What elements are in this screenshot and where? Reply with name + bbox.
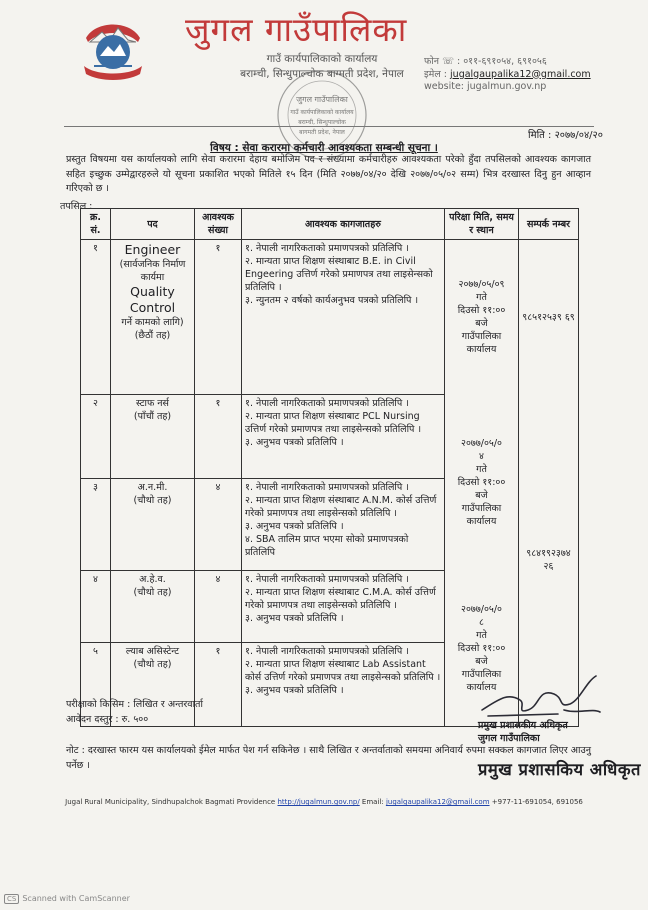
post-level: (चौथो तह)	[133, 659, 172, 670]
row-docs	[242, 240, 445, 395]
exam-place: गाउँपालिका	[461, 503, 502, 514]
nepal-emblem-logo	[76, 16, 150, 86]
doc-item: ३. अनुभव पत्रको प्रतिलिपि ।	[245, 437, 344, 448]
row-sn: ३	[81, 479, 111, 571]
contact-number-2: ९८४१९२३७४ २६	[519, 395, 579, 727]
doc-item: १. नेपाली नागरिकताको प्रमाणपत्रको प्रतिलिपि ।	[245, 398, 409, 409]
row-count: ४	[195, 479, 242, 571]
doc-item: २. मान्यता प्राप्त शिक्षण संस्थाबाट B.E. in Civil Engeering उत्तिर्ण गरेको प्रमाणपत्र तथा लाइसेन्सको प्रतिलिपि ।	[245, 256, 433, 293]
header-post: पद	[111, 209, 195, 240]
footer-org: Jugal Rural Municipality, Sindhupalchok Bagmati Providence	[65, 798, 276, 806]
seal-text-2: गाउँ कार्यपालिकाको कार्यालय	[290, 109, 354, 116]
post-note: Quality Control	[129, 284, 176, 315]
officer-stamp-text: प्रमुख प्रशासकिय अधिकृत	[478, 760, 641, 779]
page-footer	[0, 798, 648, 806]
doc-item: २. मान्यता प्राप्त शिक्षण संस्थाबाट Lab Assistant कोर्स उत्तिर्ण गरेको प्रमाणपत्र तथा लाइसेन्सको प्रतिलिपि ।	[245, 659, 441, 683]
post-note: गर्ने कामको लागि)	[121, 317, 184, 328]
exam-place: कार्यालय	[466, 344, 497, 356]
row-count: ४	[195, 571, 242, 643]
footer-phone: +977-11-691054, 691056	[489, 798, 583, 806]
row-count: १	[195, 240, 242, 395]
doc-item: २. मान्यता प्राप्त शिक्षण संस्थाबाट A.N.M. कोर्स उत्तिर्ण गरेको प्रमाणपत्र तथा लाइसेन्सको प्रतिलिपि ।	[245, 495, 437, 519]
exam-place: गाउँपालिका	[461, 668, 502, 680]
exam-notes	[66, 697, 203, 727]
row-post	[111, 479, 195, 571]
row-docs	[242, 479, 445, 571]
municipality-title: जुगल गाउँपालिका	[185, 10, 408, 49]
header-sn: क्र. सं.	[81, 209, 111, 240]
exam-text: गते	[476, 464, 487, 475]
notice-intro: प्रस्तुत विषयमा यस कार्यालयको लागि सेवा करारमा देहाय बमोजिम पद र संख्यामा कर्मचारीहरु आवश्यकता परेको हुँदा तपसिलको आवश्यक कागजात सहित इच्छुक उम्मेद्वारहरुले यो सूचना प्रकाशित भएको मितिले १५ दिन (मिति २०७७/०४/२० देखि २०७७/०५/०२ सम्म) भित्र दरखास्त दिनु हुन आव्हान गरिएको छ ।	[66, 154, 591, 194]
signatory-title: प्रमुख प्रशासकीय अधिकृत	[478, 720, 568, 731]
exam-place: कार्यालय	[466, 516, 497, 527]
doc-item: ४. SBA तालिम प्राप्त भएमा सोको प्रमाणपत्रको प्रतिलिपि	[245, 534, 409, 558]
exam-time: दिउसो ११:००	[457, 642, 506, 654]
header-contact: सम्पर्क नम्बर	[519, 209, 579, 240]
exam-date: २०७७/०५/०	[461, 438, 502, 449]
website-link[interactable]: website: jugalmun.gov.np	[424, 81, 547, 92]
scanner-watermark	[4, 894, 130, 904]
row-post	[111, 571, 195, 643]
table-header-row	[81, 209, 579, 240]
row-docs	[242, 571, 445, 643]
exam-text: गते	[476, 629, 487, 641]
exam-place: कार्यालय	[466, 681, 497, 693]
footer-email-link[interactable]: jugalgaupalika12@gmail.com	[385, 798, 490, 806]
post-title: अ.हे.व.	[139, 574, 166, 585]
phone-numbers: फोन ☏ : ०११-६९१०५४, ६९१०५६	[424, 56, 547, 67]
office-name: गाउँ कार्यपालिकाको कार्यालय	[266, 53, 378, 65]
vacancy-table	[80, 208, 579, 727]
exam-time: दिउसो ११:००	[457, 305, 506, 317]
post-title: अ.न.मी.	[137, 482, 168, 493]
post-title: स्टाफ नर्स	[136, 398, 169, 409]
signatory	[478, 719, 568, 745]
doc-item: ३. अनुभव पत्रको प्रतिलिपि ।	[245, 685, 344, 696]
doc-item: २. मान्यता प्राप्त शिक्षण संस्थाबाट C.M.A. कोर्स उत्तिर्ण गरेको प्रमाणपत्र तथा लाइसेन्सको प्रतिलिपि ।	[245, 587, 436, 611]
footer-website-link[interactable]: http://jugalmun.gov.np/	[277, 798, 360, 806]
seal-text-1: जुगल गाउँपालिका	[296, 95, 348, 104]
exam-text: बजे	[475, 490, 488, 501]
exam-day: ८	[479, 616, 484, 628]
doc-item: १. नेपाली नागरिकताको प्रमाणपत्रको प्रतिलिपि ।	[245, 574, 409, 585]
post-level: (छैठौं तह)	[134, 330, 171, 341]
notice-date: मिति : २०७७/०४/२०	[528, 130, 603, 141]
doc-item: १. नेपाली नागरिकताको प्रमाणपत्रको प्रतिलिपि ।	[245, 646, 409, 657]
doc-item: ३. न्युनतम २ वर्षको कार्यअनुभव पत्रको प्रतिलिपि ।	[245, 295, 419, 306]
doc-item: १. नेपाली नागरिकताको प्रमाणपत्रको प्रतिलिपि ।	[245, 243, 409, 254]
post-title: Engineer	[124, 242, 181, 257]
row-post	[111, 395, 195, 479]
details-label: तपसिल :	[60, 201, 93, 212]
notice-footnote: नोट : दरखास्त फारम यस कार्यालयको ईमेल मार्फत पेश गर्न सकिनेछ । साथै लिखित र अन्तर्वाताको समयमा अनिवार्य रुपमा सक्कल कागजात लिएर आउनु पर्नेछ ।	[66, 745, 591, 771]
doc-item: १. नेपाली नागरिकताको प्रमाणपत्रको प्रतिलिपि ।	[245, 482, 409, 493]
exam-place: गाउँपालिका	[461, 331, 502, 343]
scanner-text: Scanned with CamScanner	[22, 894, 130, 903]
signatory-office: जुगल गाउँपालिका	[478, 733, 540, 744]
row-sn: २	[81, 395, 111, 479]
row-sn: ४	[81, 571, 111, 643]
exam-text: बजे	[475, 318, 488, 330]
header-exam: परिक्षा मिति, समय र स्थान	[445, 209, 519, 240]
exam-time: दिउसो ११:००	[457, 477, 506, 488]
email-line	[424, 69, 591, 82]
post-level: (पाँचौं तह)	[133, 411, 172, 422]
doc-item: २. मान्यता प्राप्त शिक्षण संस्थाबाट PCL Nursing उत्तिर्ण गरेको प्रमाणपत्र तथा लाइसेन्सको प्रतिलिपि ।	[245, 411, 422, 435]
table-row	[81, 571, 579, 643]
email-link[interactable]: jugalgaupalika12@gmail.com	[450, 68, 591, 80]
header-count: आवश्यक संख्या	[195, 209, 242, 240]
exam-date: २०७७/०५/०	[461, 603, 502, 615]
doc-item: ३. अनुभव पत्रको प्रतिलिपि ।	[245, 521, 344, 532]
seal-text-3: बराम्ची, सिन्धुपाल्चोक	[298, 119, 346, 126]
table-row	[81, 395, 579, 479]
exam-day: ४	[479, 451, 484, 462]
email-label: इमेल :	[424, 68, 451, 80]
camscanner-icon: CS	[4, 894, 19, 904]
post-title: ल्याब असिस्टेन्ट	[125, 646, 180, 657]
row-sn: १	[81, 240, 111, 395]
doc-item: ३. अनुभव पत्रको प्रतिलिपि ।	[245, 613, 344, 624]
header-divider	[64, 126, 594, 127]
header-docs: आवश्यक कागजातहरु	[242, 209, 445, 240]
table-row	[81, 240, 579, 395]
post-note: (सार्वजनिक निर्माण कार्यमा	[119, 259, 186, 283]
post-level: (चौथो तह)	[133, 495, 172, 506]
row-count: १	[195, 643, 242, 727]
contact-number-1: ९८५१२५३९ ६९	[519, 240, 579, 395]
row-docs	[242, 643, 445, 727]
seal-text-4: बागमती प्रदेश, नेपाल	[299, 129, 345, 136]
notice-subject: विषय : सेवा करारमा कर्मचारी आवश्यकता सम्बन्धी सूचना ।	[210, 142, 438, 154]
row-count: १	[195, 395, 242, 479]
office-location: बराम्ची, सिन्धुपाल्चोक बाग्मती प्रदेश, नेपाल	[240, 68, 404, 80]
exam-text: गते	[476, 292, 487, 304]
contact-info	[424, 56, 591, 94]
exam-text: बजे	[475, 655, 488, 667]
row-sn: ५	[81, 643, 111, 727]
exam-method: परीक्षाको किसिम : लिखित र अन्तरवार्ता	[66, 699, 203, 710]
exam-schedule-1	[445, 240, 519, 395]
exam-date: २०७७/०५/०९	[458, 279, 505, 291]
footer-email-label: Email:	[359, 798, 386, 806]
exam-schedule-2	[445, 395, 519, 571]
row-post	[111, 240, 195, 395]
handwritten-signature	[468, 670, 618, 722]
application-fee: आवेदन दस्तुर : रु. ५००	[66, 714, 149, 725]
row-docs	[242, 395, 445, 479]
post-level: (चौथो तह)	[133, 587, 172, 598]
